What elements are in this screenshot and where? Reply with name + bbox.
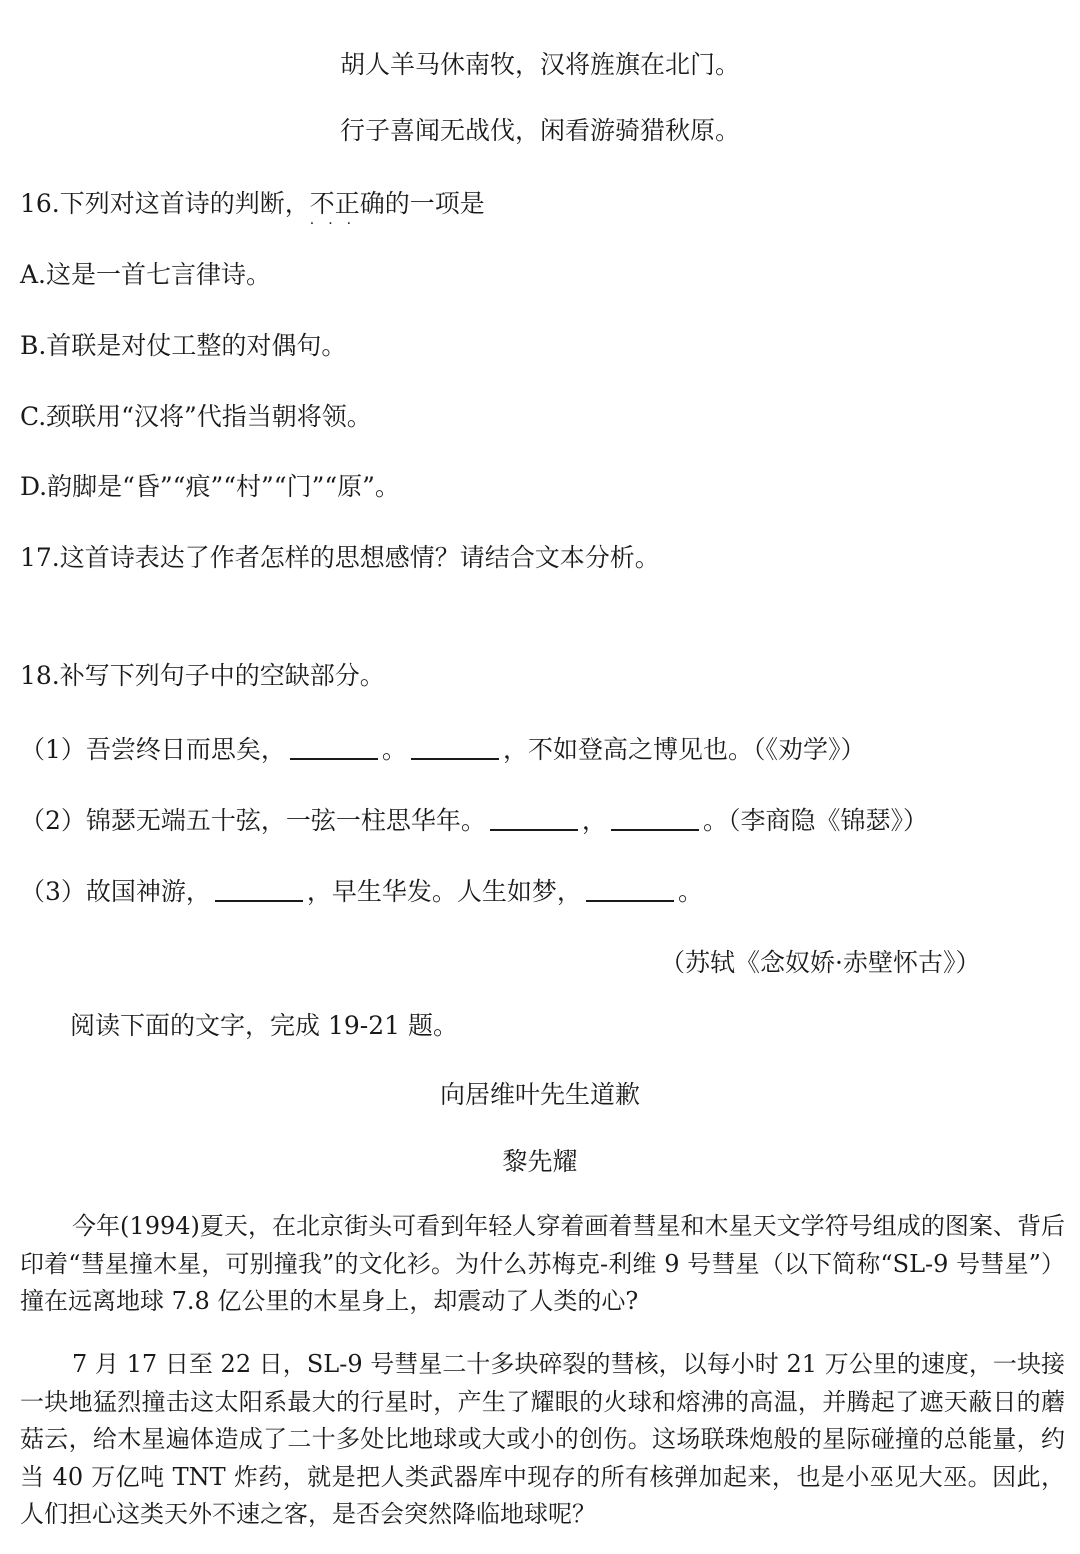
q18-1-part-b: 。 [381,735,407,764]
q16-emphasis-text: 不正确 [309,189,385,218]
q16-option-b: B.首联是对仗工整的对偶句。 [20,331,347,360]
article-paragraph-1: 今年(1994)夏天，在北京街头可看到年轻人穿着画着彗星和木星天文学符号组成的图案、背后印着“彗星撞木星，可别撞我”的文化衫。为什么苏梅克-利维 9 号彗星（以下简称“SL-9 号彗星”）撞在远离地球 7.8 亿公里的木星身上，却震动了人类的心? [20,1212,1065,1315]
q18-2-part-a: （2）锦瑟无端五十弦，一弦一柱思华年。 [20,806,486,835]
poem-line-2: 行子喜闻无战伐，闲看游骑猎秋原。 [339,116,740,145]
q16-option-a: A.这是一首七言律诗。 [20,260,272,289]
answer-blank [411,736,499,760]
q18-1-part-a: （1）吾尝终日而思矣， [20,735,286,764]
poem-line-1: 胡人羊马休南牧，汉将旌旗在北门。 [339,50,740,79]
q16-option-d: D.韵脚是“昏”“痕”“村”“门”“原”。 [20,472,400,501]
emphasis-dots: ··· [309,216,366,232]
answer-blank [290,736,378,760]
q18-3-part-c: 。 [677,877,703,906]
answer-blank [215,878,303,902]
q16-option-c: C.颈联用“汉将”代指当朝将领。 [20,402,372,431]
question-18-stem: 18.补写下列句子中的空缺部分。 [20,661,385,690]
q18-2-part-b: ， [581,806,607,835]
question-17: 17.这首诗表达了作者怎样的思想感情？请结合文本分析。 [20,543,660,572]
q18-1-part-c: ，不如登高之博见也。（《劝学》） [502,735,866,764]
q18-item-2 [20,806,928,836]
q16-stem-suffix: 的一项是 [384,189,485,218]
article-author: 黎先耀 [502,1147,578,1176]
q18-item-3-source: （苏轼《念奴娇·赤壁怀古》） [660,948,981,977]
article-paragraph-2: 7 月 17 日至 22 日，SL-9 号彗星二十多块碎裂的彗核，以每小时 21 万公里的速度，一块接一块地猛烈撞击这太阳系最大的行星时，产生了耀眼的火球和熔沸的高温，并腾起了遮天蔽日的蘑菇云，给木星遍体造成了二十多处比地球或大或小的创伤。这场联珠炮般的星际碰撞的总能量，约当 40 万亿吨 TNT 炸药，就是把人类武器库中现存的所有核弹加起来，也是小巫见大巫。因此，人们担心这类天外不速之客，是否会突然降临地球呢？ [20,1350,1065,1528]
answer-blank [490,807,578,831]
answer-blank [586,878,674,902]
article-title: 向居维叶先生道歉 [439,1080,640,1109]
answer-blank [611,807,699,831]
reading-instruction: 阅读下面的文字，完成 19-21 题。 [70,1011,458,1040]
q18-item-3 [20,877,703,907]
q16-emphasis [309,189,385,232]
q16-stem-prefix: 16.下列对这首诗的判断， [20,189,310,218]
q18-2-part-c: 。（李商隐《锦瑟》） [702,806,928,835]
question-16-stem [20,189,485,232]
q18-3-part-a: （3）故国神游， [20,877,211,906]
q18-item-1 [20,735,865,765]
q18-3-part-b: ，早生华发。人生如梦， [306,877,582,906]
